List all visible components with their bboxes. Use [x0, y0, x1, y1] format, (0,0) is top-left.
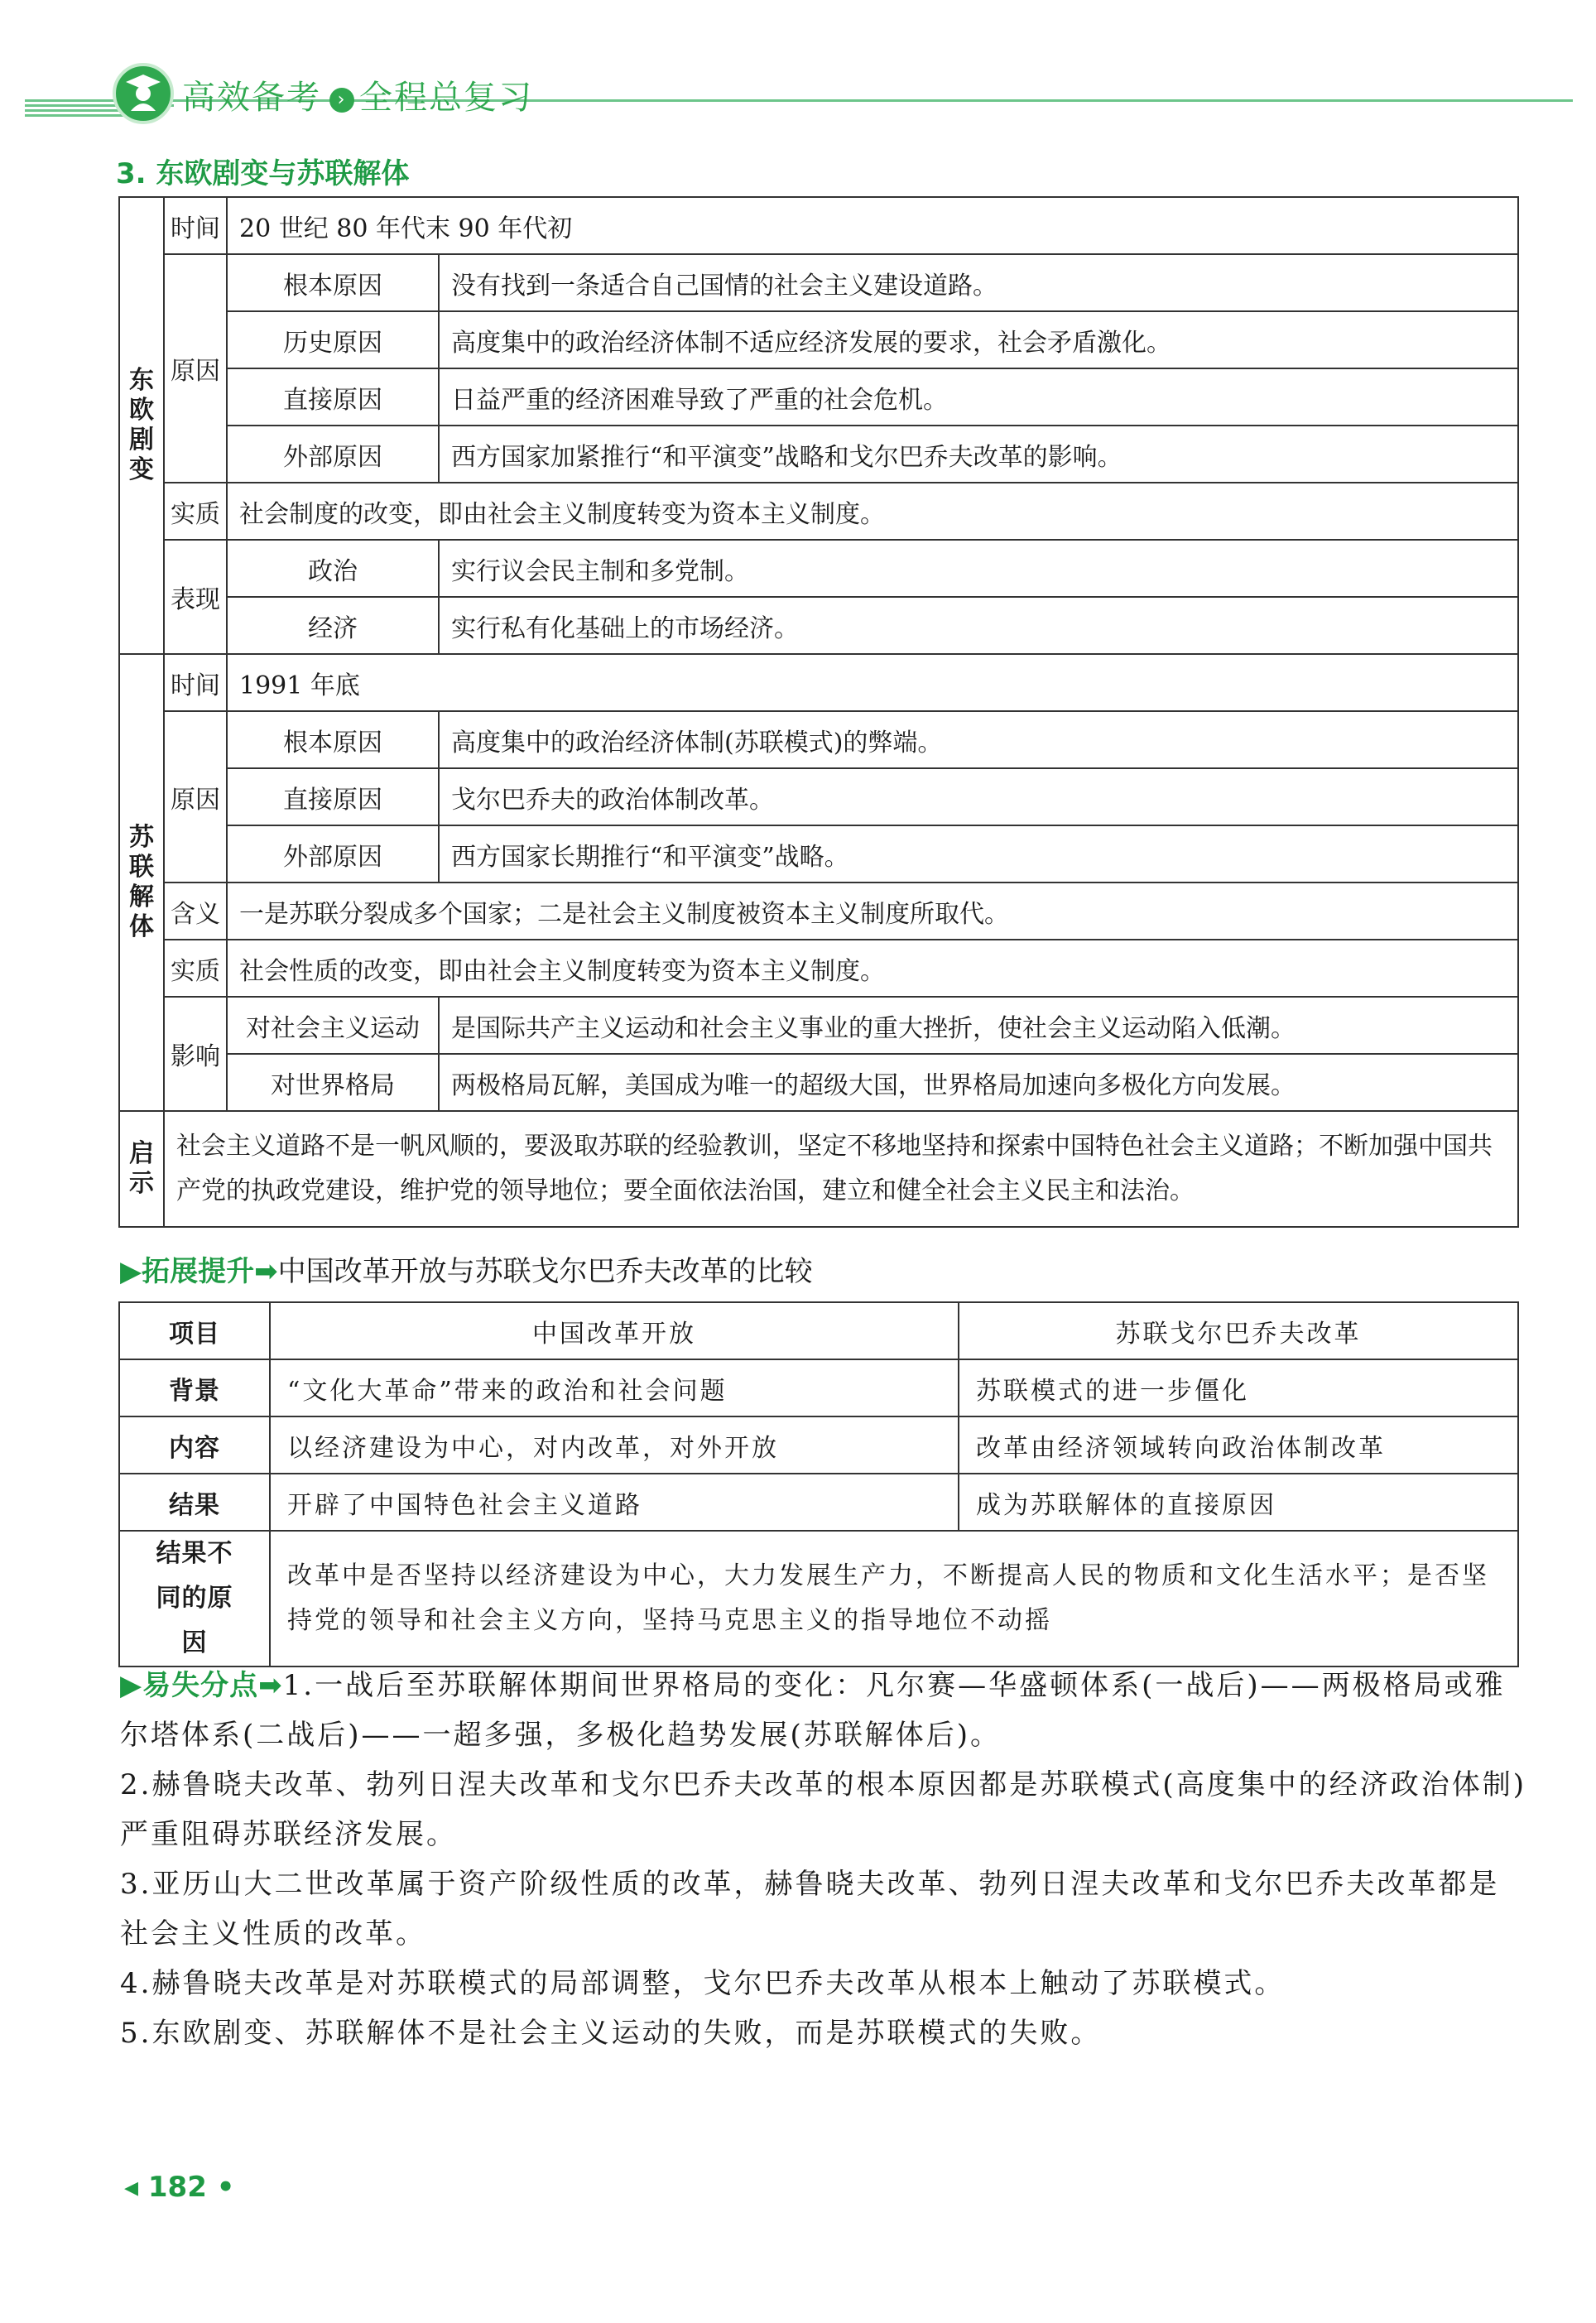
list-item: 3.亚历山大二世改革属于资产阶级性质的改革，赫鲁晓夫改革、勃列日涅夫改革和戈尔巴乔夫改革都是社会主义性质的改革。: [120, 1868, 1500, 1950]
sub-label: 对世界格局: [227, 1054, 439, 1111]
extension-title: [120, 1248, 813, 1289]
row-label: 表现: [164, 540, 227, 654]
list-item: 5.东欧剧变、苏联解体不是社会主义运动的失败，而是苏联模式的失败。: [120, 2017, 1102, 2050]
row-label: 影响: [164, 997, 227, 1111]
table-row: [119, 311, 1518, 368]
header-title: [182, 71, 533, 118]
page-number: ◂ 182 •: [124, 2171, 235, 2204]
row-label: 实质: [164, 940, 227, 997]
table-header-row: [119, 1302, 1518, 1359]
table-row: [119, 254, 1518, 311]
header-title-b: 全程总复习: [359, 79, 533, 117]
table-row: [119, 1474, 1518, 1531]
extension-title-text: 中国改革开放与苏联戈尔巴乔夫改革的比较: [277, 1255, 813, 1288]
diff-item-label: 结果不同的原因: [156, 1539, 233, 1657]
table-row: [119, 540, 1518, 597]
cell-value: 高度集中的政治经济体制不适应经济发展的要求，社会矛盾激化。: [439, 311, 1518, 368]
summary-table: [118, 196, 1519, 1228]
row-label: 结果: [119, 1474, 270, 1531]
student-logo-icon: [113, 63, 174, 124]
sub-label: 历史原因: [227, 311, 439, 368]
group-label: 苏联解体: [129, 823, 154, 941]
table-row: [119, 1531, 1518, 1666]
cell-value: 改革中是否坚持以经济建设为中心，大力发展生产力，不断提高人民的物质和文化生活水平；是否坚持党的领导和社会主义方向，坚持马克思主义的指导地位不动摇: [270, 1531, 1518, 1666]
sub-label: 对社会主义运动: [227, 997, 439, 1054]
extension-tag: ▶拓展提升➡: [120, 1255, 278, 1288]
table-row: [119, 368, 1518, 426]
sub-label: 外部原因: [227, 426, 439, 483]
cell-value: 日益严重的经济困难导致了严重的社会危机。: [439, 368, 1518, 426]
sub-label: 政治: [227, 540, 439, 597]
cell-value: 西方国家长期推行“和平演变”战略。: [439, 825, 1518, 883]
table-row: [119, 1054, 1518, 1111]
table-row: [119, 940, 1518, 997]
row-label: 原因: [164, 254, 227, 483]
column-header: 项目: [119, 1302, 270, 1359]
table-row: [119, 883, 1518, 940]
cell-value: 社会性质的改变，即由社会主义制度转变为资本主义制度。: [227, 940, 1518, 997]
group-label: 启示: [129, 1139, 154, 1198]
cell-value: 是国际共产主义运动和社会主义事业的重大挫折，使社会主义运动陷入低潮。: [439, 997, 1518, 1054]
sub-label: 直接原因: [227, 368, 439, 426]
table-row: [119, 825, 1518, 883]
group-label: 东欧剧变: [129, 366, 154, 484]
comparison-table: [118, 1301, 1519, 1667]
cell-value: 成为苏联解体的直接原因: [959, 1474, 1518, 1531]
table-row: [119, 711, 1518, 768]
table-row: [119, 1416, 1518, 1474]
cell-value: 一是苏联分裂成多个国家；二是社会主义制度被资本主义制度所取代。: [227, 883, 1518, 940]
table-row: [119, 1359, 1518, 1416]
cell-value: “文化大革命”带来的政治和社会问题: [270, 1359, 959, 1416]
cell-value: 苏联模式的进一步僵化: [959, 1359, 1518, 1416]
cell-value: 1991 年底: [227, 654, 1518, 711]
cell-value: 实行议会民主制和多党制。: [439, 540, 1518, 597]
sub-label: 外部原因: [227, 825, 439, 883]
row-label: 含义: [164, 883, 227, 940]
cell-value: 高度集中的政治经济体制(苏联模式)的弊端。: [439, 711, 1518, 768]
table-row: [119, 197, 1518, 254]
list-item: [120, 1661, 1527, 1760]
row-label: 原因: [164, 711, 227, 883]
section-title: 3. 东欧剧变与苏联解体: [116, 157, 410, 190]
cell-value: 社会制度的改变，即由社会主义制度转变为资本主义制度。: [227, 483, 1518, 540]
error-points: [120, 1661, 1527, 2058]
row-label: 实质: [164, 483, 227, 540]
row-label: 内容: [119, 1416, 270, 1474]
group-soviet: [119, 654, 164, 1111]
sub-label: 根本原因: [227, 711, 439, 768]
list-item: 4.赫鲁晓夫改革是对苏联模式的局部调整，戈尔巴乔夫改革从根本上触动了苏联模式。: [120, 1967, 1286, 2000]
cell-value: 没有找到一条适合自己国情的社会主义建设道路。: [439, 254, 1518, 311]
table-row: [119, 426, 1518, 483]
row-label: 背景: [119, 1359, 270, 1416]
table-row: [119, 1111, 1518, 1227]
group-eastern-europe: [119, 197, 164, 654]
table-row: [119, 654, 1518, 711]
cell-value: 开辟了中国特色社会主义道路: [270, 1474, 959, 1531]
row-label: 时间: [164, 654, 227, 711]
cell-value: 20 世纪 80 年代末 90 年代初: [227, 197, 1518, 254]
insight-text: 社会主义道路不是一帆风顺的，要汲取苏联的经验教训，坚定不移地坚持和探索中国特色社会主义道路；不断加强中国共产党的执政党建设，维护党的领导地位；要全面依法治国，建立和健全社会主义民主和法治。: [164, 1111, 1518, 1227]
chevron-right-icon: ›: [329, 88, 354, 113]
sub-label: 直接原因: [227, 768, 439, 825]
cell-value: 西方国家加紧推行“和平演变”战略和戈尔巴乔夫改革的影响。: [439, 426, 1518, 483]
list-item: 2.赫鲁晓夫改革、勃列日涅夫改革和戈尔巴乔夫改革的根本原因都是苏联模式(高度集中的经济政治体制)严重阻碍苏联经济发展。: [120, 1768, 1526, 1851]
table-row: [119, 597, 1518, 654]
header-title-a: 高效备考: [182, 79, 321, 117]
page-header: [0, 0, 1596, 132]
cell-value: 两极格局瓦解，美国成为唯一的超级大国，世界格局加速向多极化方向发展。: [439, 1054, 1518, 1111]
error-text: 1.一战后至苏联解体期间世界格局的变化：凡尔赛—华盛顿体系(一战后)——两极格局或雅尔塔体系(二战后)——一超多强，多极化趋势发展(苏联解体后)。: [120, 1669, 1506, 1752]
row-label: 时间: [164, 197, 227, 254]
sub-label: 根本原因: [227, 254, 439, 311]
column-header: 中国改革开放: [270, 1302, 959, 1359]
row-label: [119, 1531, 270, 1666]
cell-value: 实行私有化基础上的市场经济。: [439, 597, 1518, 654]
cell-value: 改革由经济领域转向政治体制改革: [959, 1416, 1518, 1474]
table-row: [119, 997, 1518, 1054]
sub-label: 经济: [227, 597, 439, 654]
table-row: [119, 483, 1518, 540]
error-tag: ▶易失分点➡: [120, 1669, 283, 1702]
table-row: [119, 768, 1518, 825]
group-insight: [119, 1111, 164, 1227]
cell-value: 戈尔巴乔夫的政治体制改革。: [439, 768, 1518, 825]
cell-value: 以经济建设为中心，对内改革，对外开放: [270, 1416, 959, 1474]
column-header: 苏联戈尔巴乔夫改革: [959, 1302, 1518, 1359]
